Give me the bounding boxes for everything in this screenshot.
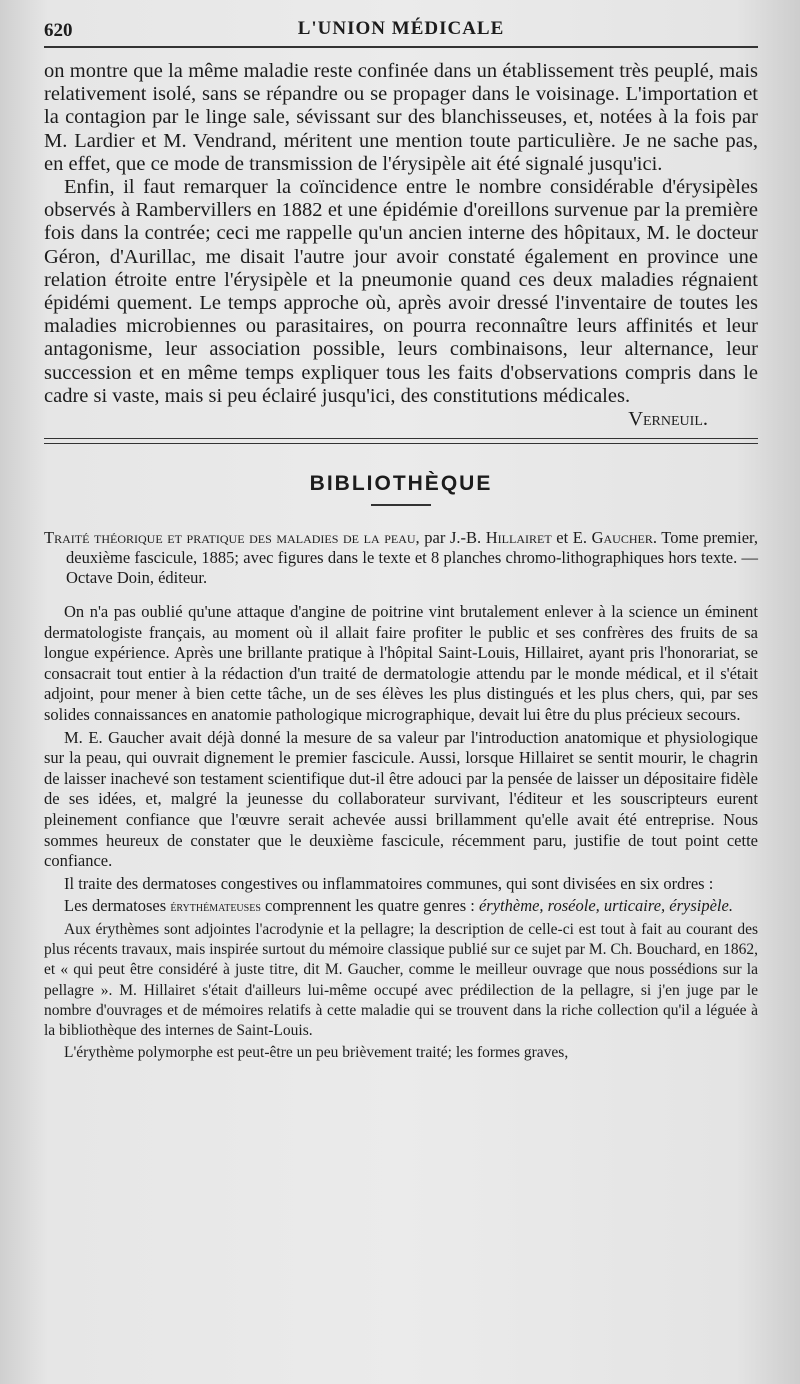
review-text bbox=[44, 602, 758, 1063]
running-head bbox=[44, 0, 758, 46]
review-paragraph-3: Il traite des dermatoses congestives ou inflammatoires communes, qui sont divisées en six ordres : bbox=[64, 873, 714, 893]
header-rule bbox=[44, 46, 758, 48]
review-paragraph-6: L'érythème polymorphe est peut-être un peu brièvement traité; les formes graves, bbox=[64, 1044, 569, 1062]
book-by: par bbox=[419, 528, 450, 548]
book-and: et bbox=[551, 528, 573, 548]
article-paragraph-1: on montre que la même maladie reste confinée dans un établissement très peuplé, mais relativement isolé, sans se répandre ou se propager dans le voisinage. L'importation et la contagion par le linge sale, sévissant sur des blanchisseuses, et, notées à la fois par M. Lardier et M. Vendrand, méritent une mention toute particulière. Je ne sache pas, en effet, que ce mode de transmission de l'érysipèle ait été signalé jusqu'ici. bbox=[44, 60, 758, 175]
review-paragraph-2: M. E. Gaucher avait déjà donné la mesure de sa valeur par l'introduction anatomique et physiologique sur la peau, qui ouvrait dignement le premier fascicule. Aussi, lorsque Hillairet se sentit mourir, le chagrin de laisser inachevé son testament scientifique dut-il être adouci par la pensée de laisser un dépositaire fidèle de ses idées, et, malgré la jeunesse du collaborateur survivant, l'éditeur et les souscripteurs eurent pleinement confiance que l'œuvre serait achevée aussi brillamment qu'elle avait été entreprise. Nous sommes heureux de constater que le deuxième fascicule, récemment paru, justifie de tout point cette confiance. bbox=[44, 727, 758, 871]
article-paragraph-2 bbox=[44, 176, 758, 431]
title-underline bbox=[371, 504, 431, 506]
review-p4-mid: comprennent les quatre genres : bbox=[260, 896, 479, 916]
article-conclusion bbox=[44, 60, 758, 431]
review-paragraph-5: Aux érythèmes sont adjointes l'acrodynie et la pellagre; la description de celle-ci est tout à fait au courant des plus récents travaux, mais inspirée surtout du mémoire classique publié sur ce sujet par M. Ch. Bouchard, en 1862, et « qui peut être considéré à juste titre, dit M. Gaucher, comme le meilleur ouvrage que nous possédions sur la pellagre ». M. Hillairet s'était d'ailleurs lui-même occupé avec prédilection de la pellagre, si j'en juge par le nombre d'ouvrages et de mémoires relatifs à cette maladie qui se trouvent dans la riche collection qu'il a léguée à la bibliothèque des internes de Saint-Louis. bbox=[44, 920, 758, 1039]
review-p4-caps: érythémateuses bbox=[170, 899, 261, 916]
review-p4-genres: érythème, roséole, urticaire, érysipèle. bbox=[478, 896, 733, 916]
page-number: 620 bbox=[44, 20, 73, 41]
review-p4-start: Les dermatoses bbox=[64, 896, 171, 916]
review-paragraph-1: On n'a pas oublié qu'une attaque d'angine de poitrine vint brutalement enlever à la science un éminent dermatologiste français, au moment où il allait faire profiter le public et ses confrères des fruits de sa longue expérience. Après une brillante pratique à l'hôpital Saint-Louis, Hillairet, ayant pris l'honorariat, se consacrait tout entier à la rédaction d'un traité de dermatologie attendu par le monde médical, et il s'était adjoint, pour mener à bien cette tâche, un de ses élèves les plus distingués et les plus chers, qui, par ses solides connaissances en anatomie pathologique micrographique, devait lui être du plus précieux secours. bbox=[44, 602, 758, 725]
author-signature: Verneuil. bbox=[628, 408, 708, 431]
article-paragraph-2-text: Enfin, il faut remarquer la coïncidence entre le nombre considérable d'érysipèles observés à Rambervillers en 1882 et une épidémie d'oreillons survenue par la première fois dans la contrée; ceci me rappelle qu'un ancien interne des hôpitaux, M. le docteur Géron, d'Aurillac, me disait l'autre jour avoir constaté également en province une relation étroite entre l'érysipèle et la pneumonie quand ces deux maladies régnaient épidémi quement. Le temps approche où, après avoir dressé l'inventaire de toutes les maladies microbiennes ou parasitaires, on pourra reconnaître leurs affinités et leur antagonisme, leur association possible, leurs combinaisons, leur alternance, leur succession et en même temps expliquer tous les faits d'observations compris dans le cadre si vaste, mais si peu éclairé jusqu'ici, des constitutions médicales. bbox=[44, 176, 758, 407]
book-author-1: J.-B. Hillairet bbox=[449, 528, 552, 548]
book-details: Tome premier, deuxième fascicule, 1885; avec figures dans le texte et 8 planches chromo-lithographiques hors texte. — Octave Doin, éditeur. bbox=[66, 528, 758, 588]
book-title: Traité théorique et pratique des maladies de la peau, bbox=[44, 528, 420, 548]
book-reference bbox=[44, 528, 758, 588]
section-title: BIBLIOTHÈQUE bbox=[309, 472, 493, 496]
book-author-2: E. Gaucher. bbox=[572, 528, 657, 548]
section-divider bbox=[44, 438, 758, 444]
review-paragraph-4 bbox=[44, 896, 758, 918]
journal-title: L'UNION MÉDICALE bbox=[297, 18, 505, 39]
